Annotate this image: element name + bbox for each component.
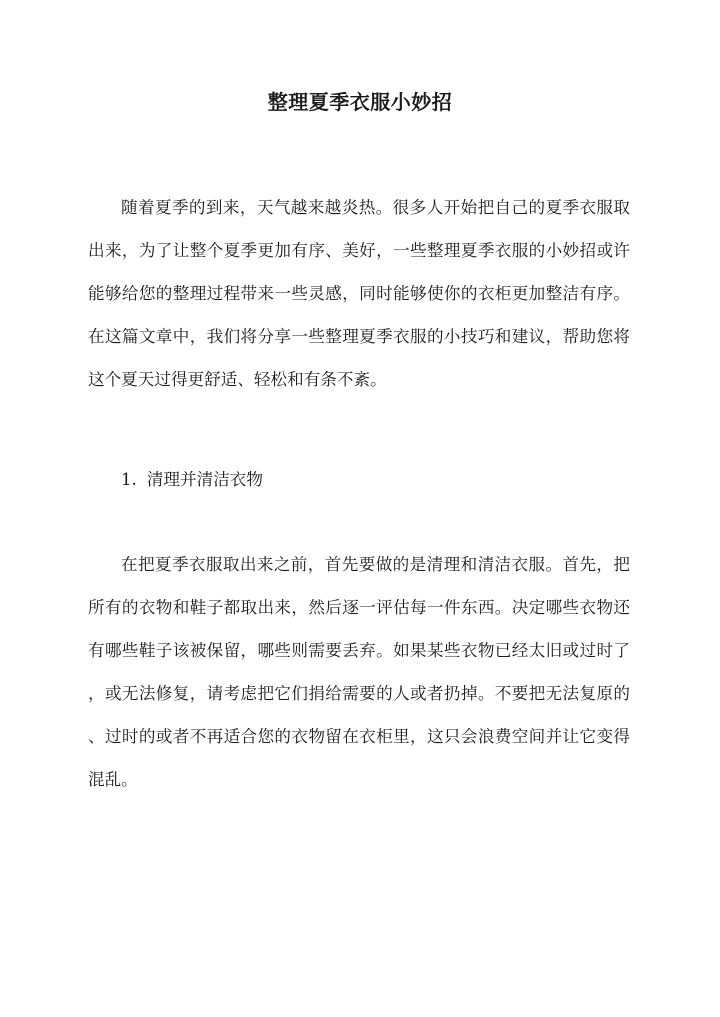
intro-line: 这个夏天过得更舒适、轻松和有条不紊。 bbox=[88, 370, 387, 389]
section-number: 1. bbox=[121, 470, 137, 489]
section-line: 混乱。 bbox=[88, 770, 138, 789]
section-line: ，或无法修复，请考虑把它们捐给需要的人或者扔掉。不要把无法复原的 bbox=[88, 684, 630, 703]
intro-line: 在这篇文章中，我们将分享一些整理夏季衣服的小技巧和建议，帮助您将 bbox=[88, 327, 630, 346]
section-paragraph bbox=[88, 543, 630, 801]
intro-line: 能够给您的整理过程带来一些灵感，同时能够使你的衣柜更加整洁有序。 bbox=[88, 284, 630, 303]
section-line: 、过时的或者不再适合您的衣物留在衣柜里，这只会浪费空间并让它变得 bbox=[88, 727, 630, 746]
section-heading-text: 清理并清洁衣物 bbox=[146, 470, 263, 489]
section-line: 有哪些鞋子该被保留，哪些则需要丢弃。如果某些衣物已经太旧或过时了 bbox=[88, 641, 630, 660]
section-heading bbox=[121, 458, 263, 501]
section-line: 在把夏季衣服取出来之前，首先要做的是清理和清洁衣服。首先，把 bbox=[121, 555, 630, 574]
intro-line: 出来，为了让整个夏季更加有序、美好，一些整理夏季衣服的小妙招或许 bbox=[88, 241, 630, 260]
section-line: 所有的衣物和鞋子都取出来，然后逐一评估每一件东西。决定哪些衣物还 bbox=[88, 598, 630, 617]
document-title: 整理夏季衣服小妙招 bbox=[267, 90, 453, 114]
intro-paragraph bbox=[88, 186, 630, 401]
intro-line: 随着夏季的到来，天气越来越炎热。很多人开始把自己的夏季衣服取 bbox=[121, 198, 630, 217]
